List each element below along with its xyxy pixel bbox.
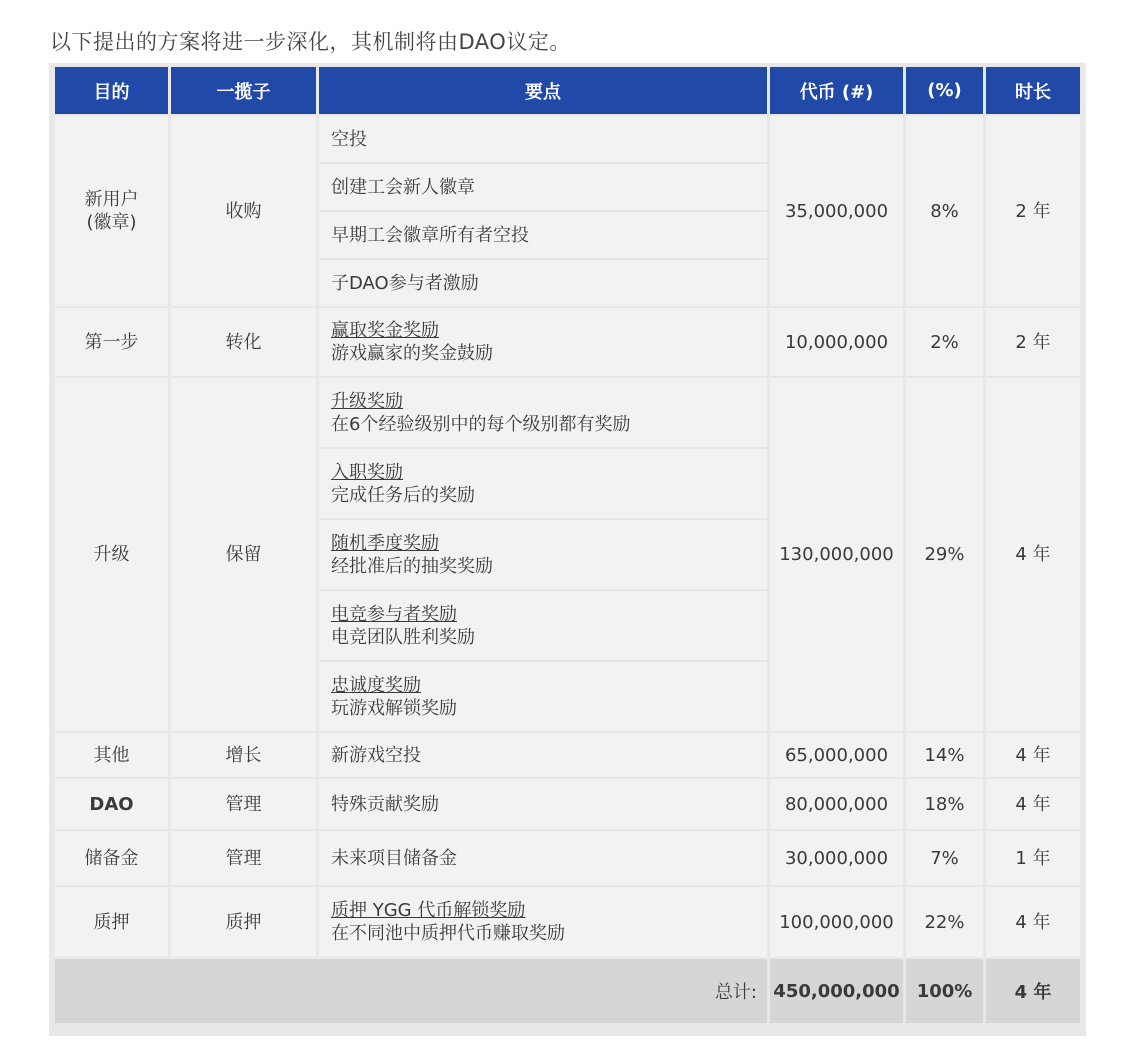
percent-cell: 18%	[906, 779, 983, 829]
percent-cell: 7%	[906, 831, 983, 885]
header-duration: 时长	[986, 67, 1080, 114]
tokens-cell: 30,000,000	[770, 831, 903, 885]
duration-cell: 4 年	[986, 779, 1080, 829]
header-row	[55, 67, 1080, 114]
purpose-cell: 其他	[55, 733, 168, 777]
point-item	[319, 733, 767, 777]
table-row	[55, 308, 1080, 376]
point-title: 赢取奖金奖励	[331, 320, 439, 341]
point-title: 电竞参与者奖励	[331, 603, 457, 625]
category-cell: 保留	[171, 378, 316, 731]
points-cell	[319, 779, 767, 829]
duration-cell: 4 年	[986, 733, 1080, 777]
intro-text: 以下提出的方案将进一步深化，其机制将由DAO议定。	[50, 30, 571, 54]
purpose-cell: 新用户 (徽章)	[55, 116, 168, 306]
header-purpose: 目的	[55, 67, 168, 114]
point-desc: 早期工会徽章所有者空投	[331, 224, 529, 246]
table-row	[55, 831, 1080, 885]
point-desc: 子DAO参与者激励	[331, 272, 479, 294]
point-title: 忠诚度奖励	[331, 674, 421, 696]
percent-cell: 8%	[906, 116, 983, 306]
duration-cell: 2 年	[986, 116, 1080, 306]
tokens-cell: 100,000,000	[770, 887, 903, 957]
point-item	[319, 518, 767, 589]
tokens-cell: 65,000,000	[770, 733, 903, 777]
purpose-cell: DAO	[55, 779, 168, 829]
category-cell: 管理	[171, 831, 316, 885]
table-row	[55, 733, 1080, 777]
point-item	[319, 779, 767, 829]
point-desc: 未来项目储备金	[331, 847, 457, 869]
percent-cell: 14%	[906, 733, 983, 777]
point-item	[319, 887, 767, 957]
header-percent: (%)	[906, 67, 983, 114]
point-desc: 创建工会新人徽章	[331, 176, 475, 198]
points-cell	[319, 116, 767, 306]
category-cell: 质押	[171, 887, 316, 957]
total-percent: 100%	[906, 959, 983, 1023]
category-cell: 转化	[171, 308, 316, 376]
points-cell	[319, 308, 767, 376]
points-cell	[319, 378, 767, 731]
point-desc: 经批准后的抽奖奖励	[331, 555, 493, 577]
point-desc: 新游戏空投	[331, 744, 421, 766]
point-title: 升级奖励	[331, 390, 403, 412]
point-item	[319, 447, 767, 518]
header-tokens: 代币 (#)	[770, 67, 903, 114]
point-desc: 完成任务后的奖励	[331, 484, 475, 506]
point-item	[319, 210, 767, 258]
table-row	[55, 116, 1080, 306]
point-desc: 电竞团队胜利奖励	[331, 626, 475, 648]
total-tokens: 450,000,000	[770, 959, 903, 1023]
point-title: 随机季度奖励	[331, 532, 439, 554]
percent-cell: 22%	[906, 887, 983, 957]
purpose-cell: 第一步	[55, 308, 168, 376]
point-title: 质押 YGG 代币解锁奖励	[331, 900, 526, 921]
total-duration: 4 年	[986, 959, 1080, 1023]
point-desc: 在不同池中质押代币赚取奖励	[331, 923, 565, 944]
percent-cell: 2%	[906, 308, 983, 376]
duration-cell: 1 年	[986, 831, 1080, 885]
points-cell	[319, 733, 767, 777]
point-item	[319, 831, 767, 885]
purpose-cell: 储备金	[55, 831, 168, 885]
table-row	[55, 378, 1080, 731]
category-cell: 收购	[171, 116, 316, 306]
table-row	[55, 779, 1080, 829]
point-item	[319, 162, 767, 210]
point-item	[319, 258, 767, 306]
percent-cell: 29%	[906, 378, 983, 731]
total-row	[55, 959, 1080, 1023]
purpose-cell: 质押	[55, 887, 168, 957]
tokens-cell: 10,000,000	[770, 308, 903, 376]
allocation-table	[52, 65, 1083, 1025]
header-points: 要点	[319, 67, 767, 114]
category-cell: 管理	[171, 779, 316, 829]
point-item	[319, 378, 767, 447]
point-desc: 在6个经验级别中的每个级别都有奖励	[331, 413, 631, 435]
category-cell: 增长	[171, 733, 316, 777]
total-label: 总计:	[55, 959, 767, 1023]
point-desc: 玩游戏解锁奖励	[331, 697, 457, 719]
point-desc: 特殊贡献奖励	[331, 793, 439, 815]
point-desc: 空投	[331, 128, 367, 150]
tokens-cell: 130,000,000	[770, 378, 903, 731]
duration-cell: 4 年	[986, 887, 1080, 957]
points-cell	[319, 887, 767, 957]
duration-cell: 4 年	[986, 378, 1080, 731]
purpose-cell: 升级	[55, 378, 168, 731]
point-item	[319, 660, 767, 731]
duration-cell: 2 年	[986, 308, 1080, 376]
points-cell	[319, 831, 767, 885]
table-row	[55, 887, 1080, 957]
tokens-cell: 35,000,000	[770, 116, 903, 306]
header-category: 一揽子	[171, 67, 316, 114]
tokens-cell: 80,000,000	[770, 779, 903, 829]
point-item	[319, 116, 767, 162]
point-item	[319, 589, 767, 660]
point-item	[319, 308, 767, 376]
point-title: 入职奖励	[331, 461, 403, 483]
point-desc: 游戏赢家的奖金鼓励	[331, 343, 493, 364]
